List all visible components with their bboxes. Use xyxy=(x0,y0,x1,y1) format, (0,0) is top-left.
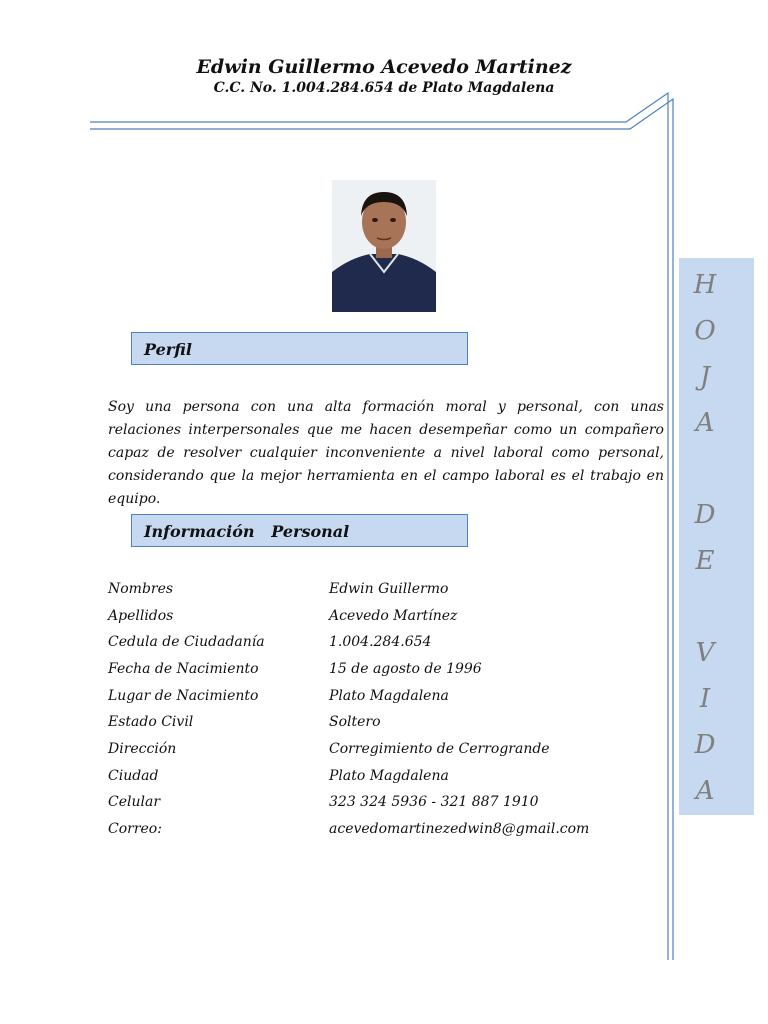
info-label: Estado Civil xyxy=(108,714,194,730)
info-value: 1.004.284.654 xyxy=(329,634,432,650)
info-label: Cedula de Ciudadanía xyxy=(108,634,265,650)
perfil-paragraph: Soy una persona con una alta formación moral y personal, con unas relaciones interpersonales que me hacen desempeñar como un compañero capaz de resolver cualquier inconveniente a nivel laboral como personal, considerando que la mejor herramienta en el campo laboral es el trabajo en equipo. xyxy=(108,399,664,507)
info-label: Correo: xyxy=(108,821,162,837)
info-label: Lugar de Nacimiento xyxy=(108,688,259,704)
banner-letter: O xyxy=(694,316,716,346)
resume-id-line: C.C. No. 1.004.284.654 de Plato Magdalena xyxy=(213,80,555,96)
banner-letter: D xyxy=(694,500,716,530)
info-value: Plato Magdalena xyxy=(329,688,449,704)
info-value: 15 de agosto de 1996 xyxy=(329,661,482,677)
perfil-title: Perfil xyxy=(144,340,192,359)
info-label: Fecha de Nacimiento xyxy=(108,661,259,677)
banner-letter: H xyxy=(693,270,717,300)
info-value: Plato Magdalena xyxy=(329,768,449,784)
banner-letter: E xyxy=(695,546,715,576)
info-value: acevedomartinezedwin8@gmail.com xyxy=(329,821,590,837)
resume-name: Edwin Guillermo Acevedo Martinez xyxy=(196,56,572,78)
info-label: Nombres xyxy=(108,581,174,597)
info-value: Edwin Guillermo xyxy=(329,581,449,597)
info-value: Acevedo Martínez xyxy=(329,608,458,624)
perfil-section-header xyxy=(131,332,468,365)
info-section-header xyxy=(131,514,468,547)
info-value: Soltero xyxy=(329,714,381,730)
info-label: Celular xyxy=(108,794,161,810)
banner-letter: I xyxy=(699,684,711,714)
banner-letter: A xyxy=(695,776,715,806)
banner-letter: V xyxy=(695,638,715,668)
info-label: Apellidos xyxy=(108,608,174,624)
banner-letter: J xyxy=(699,362,711,392)
profile-photo xyxy=(332,180,436,312)
info-label: Dirección xyxy=(108,741,177,757)
hoja-de-vida-banner xyxy=(679,258,754,815)
banner-letter: A xyxy=(695,408,715,438)
info-value: 323 324 5936 - 321 887 1910 xyxy=(329,794,539,810)
info-label: Ciudad xyxy=(108,768,159,784)
info-title: Información Personal xyxy=(144,522,350,541)
banner-letter: D xyxy=(694,730,716,760)
info-value: Corregimiento de Cerrogrande xyxy=(329,741,550,757)
